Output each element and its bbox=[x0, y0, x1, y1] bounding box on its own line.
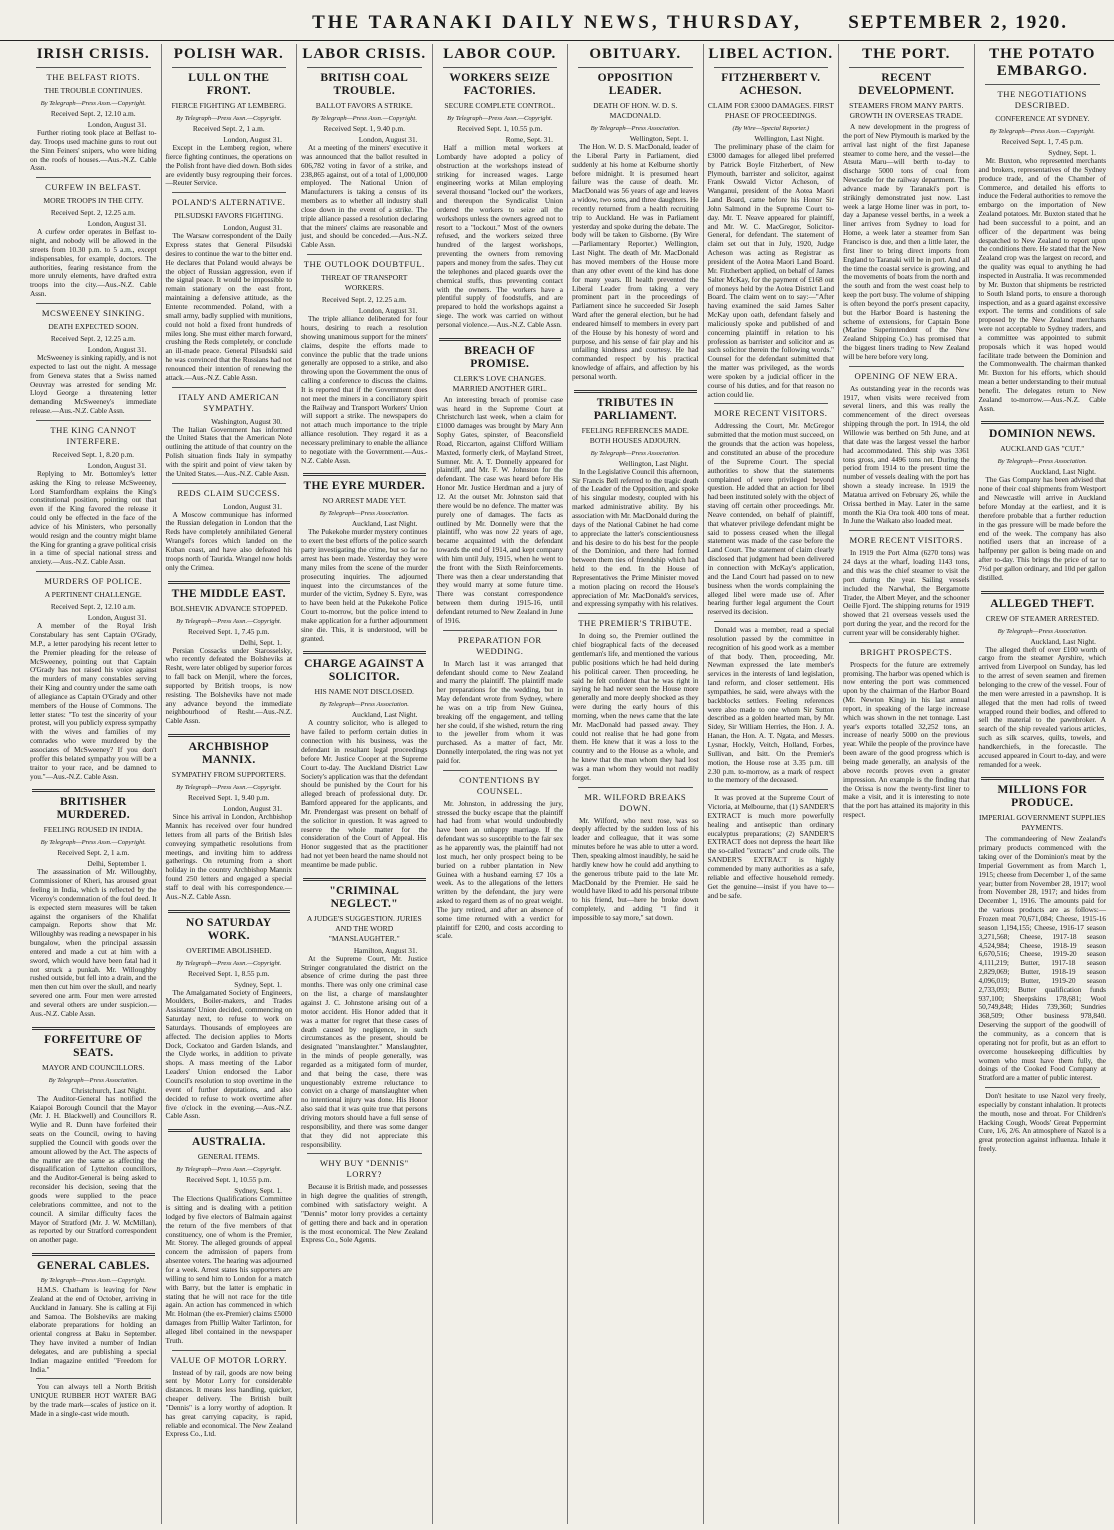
story-headline: THE OUTLOOK DOUBTFUL. bbox=[303, 259, 425, 270]
story-body: Mr. Johnston, in addressing the jury, stressed the bucky escape that the plaintiff had had from what would undoubtedly have been an unhappy marriage. If the defendant was so susceptible to the fair sex as he apparently was, the plaintiff had not lost much, her only prospect being to be buried on a rubber plantation in New Guinea with a husband earning £7 10s a week. As to the allegations of the letters written by the defendant, the jury were asked to regard them as of no great weight. The jury retired, and after an absence of some time returned with a verdict for plaintiff for £200, and costs according to scale. bbox=[436, 798, 563, 941]
news-story bbox=[437, 770, 564, 942]
story-credit: By Telegraph—Press Assn.—Copyright. bbox=[176, 784, 282, 792]
story-headline: WORKERS SEIZE FACTORIES. bbox=[449, 72, 551, 97]
news-story bbox=[30, 1378, 157, 1418]
story-headline: THE MIDDLE EAST. bbox=[171, 587, 286, 600]
story-subheadline: THE TROUBLE CONTINUES. bbox=[44, 86, 143, 95]
story-subheadline: THREAT OF TRANSPORT WORKERS. bbox=[321, 273, 408, 293]
news-story bbox=[301, 1153, 428, 1245]
story-headline: OPENING OF NEW ERA. bbox=[854, 370, 958, 381]
news-story bbox=[843, 642, 970, 820]
story-subheadline: SYMPATHY FROM SUPPORTERS. bbox=[171, 770, 286, 780]
story-headline: CHARGE AGAINST A SOLICITOR. bbox=[304, 658, 425, 684]
news-story bbox=[708, 72, 835, 399]
news-story bbox=[708, 403, 835, 617]
rule bbox=[443, 630, 558, 631]
story-headline: THE PREMIER'S TRIBUTE. bbox=[578, 618, 693, 629]
rule bbox=[985, 84, 1101, 85]
rule bbox=[36, 303, 151, 304]
story-headline: MORE RECENT VISITORS. bbox=[849, 535, 963, 546]
rule bbox=[849, 530, 964, 531]
news-story bbox=[301, 651, 428, 869]
story-dateline: Wellington, Last Night. bbox=[754, 134, 824, 143]
story-body: It was proved at the Supreme Court of Victoria, at Melbourne, that (1) SANDER'S EXTRACT is much more powerfully healing and antiseptic than ordinary eucalyptus preparations; (2) SANDER'S EXTRACT does not depress the heart like the so-called "extracts" and crude oils. The SANDER'S EXTRACT is highly commended by many authorities as a safe, reliable and effective household remedy. Get the genuine—insist if you have to—and be safe. bbox=[707, 793, 834, 900]
story-credit: By Telegraph—Press Association. bbox=[997, 627, 1087, 635]
story-body: At a meeting of the miners' executive it was announced that the ballot resulted in 606,782 voting in favor of a strike, and 238,865 against, out of a total of 1,000,000 employed. The National Union of Manufacturers is taking a census of its members as to whether all industry shall close down in the event of a strike. The triple alliance passed a resolution declaring that the miners' claims are reasonable and just, and should be conceded.—Aus.-N.Z. Cable Assn. bbox=[301, 143, 428, 250]
rule bbox=[985, 1087, 1101, 1088]
rule bbox=[36, 177, 151, 178]
story-subheadline: FEELING REFERENCES MADE. BOTH HOUSES ADJOURN. bbox=[581, 425, 689, 445]
news-column bbox=[297, 44, 433, 1524]
column-heading: LABOR COUP. bbox=[443, 46, 557, 62]
news-story bbox=[979, 1087, 1107, 1154]
story-subheadline: A JUDGE'S SUGGESTION. JURIES AND THE WORD "MANSLAUGHTER." bbox=[306, 913, 422, 943]
news-story bbox=[572, 72, 699, 382]
story-credit: By Telegraph—Press Assn.—Copyright. bbox=[40, 100, 146, 107]
story-subheadline: AUCKLAND GAS "CUT." bbox=[1000, 444, 1085, 454]
story-headline: THE EYRE MURDER. bbox=[303, 480, 425, 493]
story-subheadline: FIERCE FIGHTING AT LEMBERG. bbox=[171, 101, 287, 110]
story-credit: By Telegraph—Press Assn.—Copyright. bbox=[176, 115, 282, 122]
news-columns bbox=[26, 44, 1110, 1524]
story-body: The Warsaw correspondent of the Daily Express states that General Pilsudski desires to continue the war to the bitter end. He declares that Poland would always be the object of Russian aggression, even if the signal peace. It would be impossible to remain stationary on the east front, maintaining a defensive attitude, as the Entente recommended. Poland, with a small army, badly supplied with munitions, could not hold a fixed front hundreds of miles long. She must either march forward, crushing the Reds completely, or conclude an ill-made peace. General Pilsudski said he was convinced that the Russians had not renounced their intention of renewing the attack.—Aus.-N.Z. Cable Assn. bbox=[165, 231, 292, 382]
story-headline: BRITISH COAL TROUBLE. bbox=[320, 72, 409, 97]
story-body: The Pukekohe murder mystery continues to exert the best efforts of the police search party investigating the crime, but so far no arrest has been made. Yesterday they were many miles from the scene of the murder prosecuting inquiries. The adjourned inquest into the circumstances of the murder of the victim, Sydney S. Eyre, was to have been held at the Pukekohe Police Court to-morrow, but the police intend to make application for a further adjournment sine die. This, it is understood, will be granted. bbox=[301, 527, 428, 643]
rule bbox=[172, 67, 287, 68]
story-body: The Gas Company has been advised that none of their coal shipments from Westport and Newcastle will arrive in Auckland before Monday at the earliest, and it is therefore probable that a further reduction in the gas pressure will be made before the end of the week. The company has also notified users that an increase of a halfpenny per gallon is being made on and after to-day. This brings the price of tar to 7½d per gallon ordinary, and 10d per gallon distilled. bbox=[978, 475, 1106, 582]
rule bbox=[36, 571, 151, 572]
story-dateline: Wellington, Last Night. bbox=[618, 458, 689, 468]
story-headline: WHY BUY "DENNIS" LORRY? bbox=[319, 1158, 409, 1180]
story-headline: TRIBUTES IN PARLIAMENT. bbox=[593, 396, 677, 422]
news-story bbox=[301, 878, 428, 1150]
story-body: A curfew order operates in Belfast to-night, and nobody will be allowed in the streets from 10.30 p.m. to 5 a.m., except indispensables, for example, doctors. The authorities, fearing resistance from the more unruly elements, have drafted extra troops into the city.—Aus.-N.Z. Cable Assn. bbox=[30, 227, 157, 299]
story-headline: FORFEITURE OF SEATS. bbox=[44, 1033, 143, 1059]
story-headline: THE BELFAST RIOTS. bbox=[46, 72, 140, 82]
story-headline: THE KING CANNOT INTERFERE. bbox=[50, 424, 137, 446]
news-story bbox=[979, 591, 1107, 770]
story-headline: MR. WILFORD BREAKS DOWN. bbox=[584, 791, 687, 813]
story-dateline: London, August 31. bbox=[87, 460, 147, 470]
news-story bbox=[301, 254, 428, 465]
news-story bbox=[166, 1129, 293, 1345]
news-story bbox=[437, 72, 564, 330]
news-story bbox=[437, 338, 564, 626]
news-story bbox=[843, 366, 970, 527]
story-subheadline: BOLSHEVIK ADVANCE STOPPED. bbox=[170, 603, 288, 613]
news-story bbox=[708, 621, 835, 785]
double-rule bbox=[32, 1027, 155, 1030]
story-subheadline: IMPERIAL GOVERNMENT SUPPLIES PAYMENTS. bbox=[978, 813, 1106, 833]
column-heading: LABOR CRISIS. bbox=[302, 46, 427, 62]
news-story bbox=[979, 89, 1107, 413]
story-credit: By Telegraph—Press Assn.—Copyright. bbox=[311, 115, 417, 122]
story-credit: By Telegraph—Press Assn.—Copyright. bbox=[176, 1166, 282, 1174]
story-body: A country solicitor, who is alleged to have failed to perform certain duties in connection with his business, was the defendant in resultant legal proceedings before Mr. Justice Cooper at the Supreme Court to-day. The Auckland District Law Society's application was that the defendant should be punished by the Court for his alleged breach of professional duty. Dr. Bamford appeared for the applicants, and Mr. Prendergast was present on behalf of the solicitor in question. It was agreed to reserve the whole matter for the consideration of the Court of Appeal. His Honor suggested that as the practitioner had not yet been heard the name should not meantime be made public. bbox=[301, 718, 428, 869]
double-rule bbox=[439, 338, 562, 341]
story-subheadline: GENERAL ITEMS. bbox=[197, 1152, 260, 1162]
story-body: At the Supreme Court, Mr. Justice Stringer congratulated the district on the absence of crime during the past three months. There was only one criminal case on the list, a charge of manslaughter against J. C. Johnstone arising out of a motor accident. His Honor added that it was a matter for regret that these cases of death caused by negligence, in such circumstances as the present, should be designated "manslaughter." Manslaughter, in the minds of people generally, was regarded as a mitigated form of murder, and that being the case, there was unquestionably extreme reluctance to convict on a charge of manslaughter when no intentional injury was done. His Honor also said that it was quite true that persons driving motors should have a full sense of responsibility, and there was some danger that they did not appreciate this responsibility. bbox=[301, 953, 428, 1149]
story-dateline: Rome, Sept. 31. bbox=[505, 135, 553, 144]
story-body: Half a million metal workers at Lombardy have adopted a policy of obstruction at the workshops instead of striking for increased wages. Large engineering works at Milan employing several thousand "locked out" the workers, and thereupon the Syndicalist Union ordered the workers to seize all the workshops unless the owners agreed not to resort to a "lockout." Most of the owners refused, and the workers seized three hundred of the largest workshops, preventing the owners from removing papers and money from the safes. They cut the telephones and placed guards over the chemical stuffs, thus preventing contact with the owners. The workers have a plentiful supply of foodstuffs, and are prepared to hold the workshops against a siege. The work was carried on without personal violence.—Aus.-N.Z. Cable Assn. bbox=[436, 143, 563, 329]
masthead-date: SEPTEMBER 2, 1920. bbox=[848, 12, 1068, 33]
story-dateline: Auckland, Last Night. bbox=[1030, 467, 1096, 477]
news-story bbox=[301, 72, 428, 250]
story-dateline: Auckland, Last Night. bbox=[351, 519, 418, 529]
story-credit: By Telegraph—Press Association. bbox=[319, 701, 409, 709]
double-rule bbox=[168, 734, 291, 737]
news-story bbox=[30, 571, 157, 781]
story-body: The Elections Qualifications Committee is sitting and is dealing with a petition lodged by five electors of Balmain against the return of the five members of that constituency, one of whom is the Premier, Mr. Storey. The alleged grounds of appeal concern the admission of papers from absentee voters. The hearing was adjourned for a week. Arrest states his supporters are willing to send him to London for a match with Barry, but the latter is emphatic in stating that he will not race for the title again. An action has commenced in which Mr. Holman (the ex-Premier) claims £5000 damages from Phillip Walter Tarlinton, for alleged libel contained in the newspaper Truth. bbox=[165, 1194, 292, 1345]
story-body: The preliminary phase of the claim for £3000 damages for alleged libel preferred by Patrick Boyle Fitzherbert, of New Plymouth, barrister and solicitor, against Frank Oswald Victor Acheson, of Wanganui, president of the Aotea Maori Land Board, came before his Honor Sir John Salmond in the Supreme Court to-day. Mr. T. Neave appeared for plaintiff, and Mr. W. C. MacGregor, Solicitor-General, for defendant. The statement of claim set out that in July, 1920, Judge Acheson was acting as Registrar as president of the Aotea Maori Land Board. Mr. Fitzherbert applied, on behalf of James Salter McKay, for the payment of £168 out of moneys held by the Aotea District Land Board. The claim went on to say:—"After having examined the said James Salter McKay upon oath, defendant falsely and maliciously spoke and published of and concerning plaintiff in relation to his profession as barrister and solicitor and as such solicitor therein the following words." Counsel for the defendant submitted that the matter was privileged, as the words were spoken by a judicial officer in the course of his duties, and for that reason no action could lie. bbox=[707, 142, 834, 399]
news-column bbox=[975, 44, 1111, 1524]
story-body: In 1919 the Port Alma (6270 tons) was 24 days at the wharf, loading 1143 tons, and this was the chief steamer to visit the port during the year. Sailing vessels included the Narwhal, the Bergamotte Trader, the Albert Meyer, and the schooner Oeille Fjord. The shipping returns for 1919 showed that 21 overseas vessels used the port during the year, and the record for the current year will be considerably higher. bbox=[843, 548, 970, 637]
rule bbox=[714, 403, 829, 404]
story-received: Received Sept. 1, 10.55 p.m. bbox=[186, 1175, 272, 1185]
story-subheadline: SECURE COMPLETE CONTROL. bbox=[444, 101, 556, 110]
story-credit: By Telegraph—Press Assn.—Copyright. bbox=[40, 839, 146, 847]
story-body: A member of the Royal Irish Constabulary has sent Captain O'Grady, M.P., a letter parodying his recent letter to the Premier pleading for the release of McSweeney, pointing out that Captain O'Grady has not raised his voice against the murders of many constables serving their King and country under the same oath of allegiance as Captain O'Grady and other members of the House of Commons. The letter states: "To test the sincerity of your protest, will you publicly express sympathy with the wives and families of my comrades who were murdered by the associates of McSweeney? If you don't proffer this belated sympathy you will be a traitor to your race, and be damned to you."—Aus.-N.Z. Cable Assn. bbox=[30, 621, 157, 781]
story-headline: VALUE OF MOTOR LORRY. bbox=[170, 1354, 287, 1365]
story-headline: MILLIONS FOR PRODUCE. bbox=[997, 784, 1088, 810]
story-body: Mr. Buxton, who represented merchants and brokers, representatives of the Sydney produce trade, and of the Chamber of Commerce, and detailed his efforts to induce the Federal authorities to remove the embargo on the importation of New Zealand potatoes. Mr. Buxton stated that he had been successful to a point, and an officer of the department was being despatched to New Zealand to report upon the conditions there. He stated that the New Zealand crop was the largest on record, and the quality was equal to anything he had inspected in Australia. It was recommended by Mr. Buxton that shipments be restricted to South Island ports, to ensure a thorough inspection, and as a guard against excessive export. The terms and conditions of sale proposed by the New Zealand merchants were not acceptable to Sydney traders, and a committee was appointed to submit proposals which it was hoped would facilitate trade between the Dominion and the Commonwealth. The chairman thanked Mr. Buxton for his efforts, which should mean a better understanding to their mutual benefit. The delegates return to New Zealand to-morrow.—Aus.-N.Z. Cable Assn. bbox=[978, 156, 1106, 413]
story-body: McSweeney is sinking rapidly, and is not expected to last out the night. A message from Geneva states that a Swiss named Oeuvray was arrested for sending Mr. Lloyd George a threatening letter demanding McSweeney's immediate release.—Aus.-N.Z. Cable Assn. bbox=[30, 352, 157, 416]
story-subheadline: CREW OF STEAMER ARRESTED. bbox=[985, 613, 1099, 623]
story-dateline: Auckland, Last Night. bbox=[1030, 636, 1096, 646]
rule bbox=[172, 483, 287, 484]
news-story bbox=[843, 530, 970, 637]
story-body: Donald was a member, read a special resolution passed by the committee in recognition of his good work as a member of that body. Then, proceeding, Mr. Newman expressed the late member's services in the interests of land legislation, land reform, and closer settlement. His sympathies, he said, were always with the backblocks settlers. Feeling references were also made to one whom Sir Sutton described as a golden hearted man, by Mr. Sidey, Sir William Herries, the Hon. J. A. Hanan, the Hon. A. T. Ngata, and Messrs. Lysnar, Hockly, Veitch, Holland, Forbes, Sullivan, and Isitt. On the Premier's motion, the House rose at 3.35 p.m. till 2.30 p.m. to-morrow, as a mark of respect to the memory of the deceased. bbox=[707, 625, 834, 785]
news-story bbox=[30, 789, 157, 1018]
story-headline: BRIGHT PROSPECTS. bbox=[860, 646, 953, 657]
rule bbox=[172, 387, 287, 388]
story-dateline: London, August 31. bbox=[87, 613, 147, 623]
rule bbox=[36, 1378, 151, 1379]
story-received: Received Sept. 1, 9.40 p.m. bbox=[323, 124, 405, 133]
rule bbox=[36, 420, 151, 421]
news-column bbox=[704, 44, 840, 1524]
news-story bbox=[437, 630, 564, 766]
double-rule bbox=[574, 390, 697, 393]
story-dateline: London, August 31. bbox=[358, 135, 418, 144]
news-story bbox=[166, 387, 293, 479]
story-subheadline: MAYOR AND COUNCILLORS. bbox=[42, 1062, 145, 1072]
story-body: The alleged theft of over £100 worth of cargo from the steamer Ayrshire, which arrived from Liverpool on Sunday, has led to the arrest of seven seamen and firemen belonging to the crew of the vessel. Four of the men were arrested in a pawnshop. It is alleged that the men had rolls of tweed wrapped round their bodies, and offered to sell the material to the pawnbroker. A search of the ship revealed various articles, such as silk scarves, quilts, towels, and handkerchiefs, in the forecastle. The accused appeared in Court to-day, and were remanded for a week. bbox=[978, 644, 1106, 769]
news-story bbox=[979, 777, 1107, 1083]
rule bbox=[849, 67, 964, 68]
news-column bbox=[839, 44, 975, 1524]
news-story bbox=[30, 177, 157, 299]
column-heading: IRISH CRISIS. bbox=[36, 46, 150, 62]
story-headline: REDS CLAIM SUCCESS. bbox=[177, 487, 281, 498]
column-heading: LIBEL ACTION. bbox=[708, 46, 834, 62]
story-body: H.M.S. Chatham is leaving for New Zealand at the end of October, arriving in Auckland in January. She is calling at Fiji and Samoa. The Bolsheviks are making elaborate preparations for holding an oriental congress at Baku in September. They have invited a number of Indian delegates, and are publishing a special Indian magazine entitled "Freedom for India." bbox=[30, 1285, 157, 1374]
rule bbox=[849, 366, 964, 367]
story-received: Received Sept. 2, 12.25 a.m. bbox=[50, 208, 136, 218]
news-story bbox=[166, 192, 293, 382]
story-headline: ITALY AND AMERICAN SYMPATHY. bbox=[178, 391, 280, 413]
story-dateline: London, August 31. bbox=[223, 135, 282, 144]
story-body: You can always tell a North British UNIQUE RUBBER HOT WATER BAG by the trade mark—scales of justice on it. Made in a single-cast wide mouth. bbox=[30, 1382, 157, 1418]
story-body: In the Legislative Council this afternoon, Sir Francis Bell referred to the tragic death of the Leader of the Opposition, and spoke of his singular modesty, coupled with his marked administrative ability. By his association with Mr. MacDonald during the days of the National Cabinet he had come to appreciate the latter's conscientiousness and his desire to do his best for the people of the Dominion, and there had formed between them ties of friendship which had held to the end. In the House of Representatives the Prime Minister moved a motion placing on record the House's appreciation of Mr. MacDonald's services, and expressing sympathy with his relatives. bbox=[572, 466, 699, 609]
double-rule bbox=[168, 581, 291, 584]
news-story bbox=[30, 303, 157, 416]
story-credit: By Telegraph—Press Assn.—Copyright. bbox=[40, 1277, 146, 1285]
story-subheadline: OVERTIME ABOLISHED. bbox=[186, 945, 272, 955]
story-headline: CONTENTIONS BY COUNSEL. bbox=[459, 774, 541, 796]
story-dateline: Hamilton, August 31. bbox=[353, 945, 418, 955]
news-story bbox=[166, 1350, 293, 1440]
story-credit: By Telegraph—Press Assn.—Copyright. bbox=[176, 617, 282, 625]
story-body: As outstanding year in the records was 1917, when visits were received from several liners, and this was really the commencement of the direct overseas shipping through the port. In 1914, the old Willowie was berthed on 5th June, and at that date was the largest vessel the harbor had accommodated. This ship was 3361 tons gross, and 4496 tons net. During the period from 1914 to the present time the number of vessels dealing with the port has shown a steady increase. In 1919 the Matatua arrived on February 26, while the Orissa berthed in May. Later in the same month the Kia Ora took 400 tons of meat. In June the Waikato also loaded meat. bbox=[843, 383, 970, 526]
story-headline: PREPARATION FOR WEDDING. bbox=[457, 634, 542, 656]
story-received: Received Sept. 1, 8.55 p.m. bbox=[188, 968, 270, 978]
news-story bbox=[30, 72, 157, 173]
story-body: The Auditor-General has notified the Kaiapoi Borough Council that the Mayor (Mr. J. H. Blackwell) and Councillors R. Wylie and R. Dunn have forfeited their seats on the Council, owing to having supplied the Council with goods over the amount allowed by the Act. The aspects of the matter are the same as affecting the disqualification of Lyttelton councillors, and the Auditor-General is being asked to reconsider his decision, seeing that the goods were supplied to the peace celebrations committee, and not to the council. A similar difficulty faces the Mayor of Stratford (Mr. J. W. McMillan), as reported by our Stratford correspondent on another page. bbox=[30, 1093, 157, 1245]
story-headline: DOMINION NEWS. bbox=[989, 428, 1096, 441]
news-column bbox=[433, 44, 569, 1524]
rule bbox=[307, 254, 422, 255]
story-received: Received Sept. 1, 9.40 p.m. bbox=[188, 793, 270, 803]
double-rule bbox=[32, 1253, 155, 1256]
double-rule bbox=[303, 473, 426, 476]
story-dateline: Wellington, Sept. 1. bbox=[629, 134, 689, 143]
story-received: Received Sept. 1, 8.20 p.m. bbox=[52, 449, 134, 459]
story-headline: BREACH OF PROMISE. bbox=[464, 344, 536, 370]
news-story bbox=[708, 789, 835, 900]
story-body: Except in the Lemberg region, where fierce fighting continues, the operations on the Polish front have died down. Both sides are evidently busy regrouping their forces.—Reuter Service. bbox=[165, 143, 292, 188]
story-headline: ALLEGED THEFT. bbox=[990, 597, 1095, 610]
story-received: Received Sept. 2, 12.10 a.m. bbox=[50, 602, 136, 612]
story-headline: GENERAL CABLES. bbox=[36, 1260, 150, 1273]
story-headline: CURFEW IN BELFAST. bbox=[45, 182, 142, 193]
story-received: Received Sept. 1, 7.45 p.m. bbox=[188, 626, 270, 636]
story-credit: By Telegraph—Press Association. bbox=[590, 125, 680, 132]
rule bbox=[307, 67, 422, 68]
double-rule bbox=[303, 651, 426, 654]
masthead bbox=[0, 0, 1114, 41]
story-dateline: London, August 31. bbox=[223, 223, 282, 233]
story-body: Since his arrival in London, Archbishop Mannix has received over four hundred letters from all parts of the British Isles conveying sympathetic resolutions from meetings, and inviting him to address gatherings. On returning from a short holiday in the country Archbishop Mannix found 250 letters and engaged a special staff to deal with his correspondence.—Aus.-N.Z. Cable Assn. bbox=[165, 812, 292, 901]
news-column bbox=[162, 44, 298, 1524]
story-headline: FITZHERBERT V. ACHESON. bbox=[721, 72, 821, 97]
story-subheadline: A PERTINENT CHALLENGE. bbox=[44, 590, 142, 600]
double-rule bbox=[168, 910, 291, 913]
rule bbox=[307, 1153, 422, 1154]
news-story bbox=[301, 473, 428, 643]
story-headline: OPPOSITION LEADER. bbox=[597, 72, 673, 97]
story-subheadline: MORE TROOPS IN THE CITY. bbox=[43, 196, 144, 206]
story-dateline: Delhi, September 1. bbox=[87, 859, 147, 869]
story-received: Received Sept. 2, 12.25 a.m. bbox=[321, 295, 407, 305]
rule bbox=[172, 1350, 287, 1351]
story-received: Received Sept. 2, 1 a.m. bbox=[192, 124, 265, 133]
double-rule bbox=[303, 878, 426, 881]
story-body: Instead of by rail, goods are now being sent by Motor Lorry for considerable distances. It means less handling, quicker, cheaper delivery. The British built "Dennis" is a lorry worthy of adoption. It has great carrying capacity, is rapid, reliable and economical. The New Zealand Express Co., Ltd. bbox=[165, 1367, 292, 1439]
story-body: Replying to Mr. Bottomley's letter asking the King to release McSweeney, Lord Stamfordham explains the King's constitutional position, pointing out that even if the King favored the release it could only be effected in the face of the advice of his Ministers, who personally would resign and the country might blame the King for granting a grave political crisis in a time of special national stress and anxiety.—Aus.-N.Z. Cable Assn. bbox=[30, 468, 157, 567]
story-body: Further rioting took place at Belfast to-day. Troops used machine guns to rout out the Sinn Feiners' snipers, who were hiding on the roofs of houses.—Aus.-N.Z. Cable Assn. bbox=[30, 128, 157, 173]
column-heading: THE PORT. bbox=[862, 46, 951, 62]
story-received: Received Sept. 2, 12.25 a.m. bbox=[50, 333, 136, 343]
news-story bbox=[572, 787, 699, 923]
story-body: Mr. Wilford, who next rose, was so deeply affected by the sudden loss of his leader and colleague, that it was some minutes before he was able to utter a word. Then, speaking almost inaudibly, he said he hardly knew how he could add anything to the generous tribute paid to the late Mr. MacDonald by the Premier. He said he would have liked to add his personal tribute to his friend, but—here he broke down completely, and adding "I find it impossible to say more," sat down. bbox=[572, 815, 699, 922]
story-dateline: Sydney, Sept. 1. bbox=[234, 1186, 282, 1196]
story-subheadline: CLERK'S LOVE CHANGES. MARRIED ANOTHER GIRL. bbox=[452, 373, 547, 393]
story-dateline: London, August 31. bbox=[223, 804, 282, 814]
story-subheadline: NO ARREST MADE YET. bbox=[322, 496, 406, 506]
story-body: Addressing the Court, Mr. McGregor submitted that the motion must succeed, on the grounds that the action was hopeless, and constituted an abuse of the procedure of the Supreme Court. The special authorities to show that the statements complained of were privileged beyond question. He added that an action for libel had been instituted solely with the object of staving off certain other proceedings. Mr. Neave contended, on behalf of plaintiff, that whatever privilege defendant might be said to possess ceased when the illegal statement was made of the case before the Land Court. The statement of claim clearly disclosed that judgment had been delivered in connection with McKay's application, and the Land Court had passed on to new business when the words complaining the alleged libel were made use of. After hearing further legal argument the Court reserved its decision. bbox=[707, 421, 834, 617]
story-body: In doing so, the Premier outlined the chief biographical facts of the deceased gentleman's life, and mentioned the various public positions which he had held during his political career. Then proceeding, he said he felt confident that he was right in saying he had never seen the House more generally and more deeply shocked as they were during the early hours of this morning, when the news came that the late Mr. MacDonald had passed away. They could not realise that he had gone from them. He knew that it was a loss to the country and to the House as a whole, and he knew that the man whom they had lost was a man whom they would not readily forget. bbox=[572, 631, 699, 782]
column-heading: OBITUARY. bbox=[589, 46, 682, 62]
rule bbox=[578, 787, 693, 788]
story-credit: By Telegraph—Press Association. bbox=[590, 449, 680, 457]
story-body: Don't hesitate to use Nazol very freely, especially by constant inhalation. It protects the mouth, nose and throat. For Children's Hacking Cough, Woods' Great Peppermint Cure, 1/6, 2/6. An atmosphere of Nazol is a great protection against influenza. Inhale it freely. bbox=[978, 1091, 1106, 1154]
story-body: Prospects for the future are extremely promising. The harbor was opened which is now entering the port was commenced upon by the chairman of the Harbor Board (Mr. Newton King) in his last annual report, in speaking of the large increase which was shown in the net tonnage. Last year's exports totalled 32,252 tons, an increase of nearly 5000 on the previous year. While the people of the province have been aware of the good progress which is being made generally, an analysis of the above records proves even a greater impression. An example is the finding that the Orissa is now the twenty-first liner to make a visit, and it is interesting to note that the port has attained its majority in this respect. bbox=[843, 659, 970, 820]
news-story bbox=[30, 420, 157, 567]
story-body: The assassination of Mr. Willoughby, Commissioner of Kheri, has aroused great feeling in India, which is reflected by the Viceroy's condemnation of the foul deed. It is expected stern measures will be taken against the organisers of the Khalifat campaign. Reports show that Mr. Willoughby was reading a newspaper in his bungalow, when the principal assassin entered and made a cut at him with a sword, which would have been fatal had it not struck a punkah. Mr. Willoughby rushed outside, but fell into a drain, and the men then cut him over the skull, and nearly severed one arm. Four men were arrested and several others are under suspicion.—Aus.-N.Z. Cable Assn. bbox=[30, 867, 157, 1018]
masthead-title: THE TARANAKI DAILY NEWS, THURSDAY, bbox=[312, 12, 802, 33]
story-headline: RECENT DEVELOPMENT. bbox=[858, 72, 955, 97]
story-received: Received Sept. 1, 7.45 p.m. bbox=[1001, 137, 1083, 146]
news-story bbox=[166, 72, 293, 188]
story-credit: (By Wire—Special Reporter.) bbox=[732, 125, 809, 132]
story-body: A Moscow communique has informed the Russian delegation in London that the Reds have completely annihilated General Wrangel's forces which landed on the Kuban coast, and have also defeated his troops north of Taurida. Wrangel now holds only the Crimea. bbox=[165, 509, 292, 572]
story-credit: By Telegraph—Press Assn.—Copyright. bbox=[176, 959, 282, 967]
rule bbox=[443, 770, 558, 771]
story-headline: ARCHBISHOP MANNIX. bbox=[188, 741, 269, 767]
story-headline: MURDERS OF POLICE. bbox=[44, 576, 143, 587]
rule bbox=[172, 192, 287, 193]
column-heading: THE POTATO EMBARGO. bbox=[989, 46, 1096, 79]
story-credit: By Telegraph—Press Assn.—Copyright. bbox=[989, 128, 1095, 135]
news-story bbox=[572, 613, 699, 782]
news-column bbox=[568, 44, 704, 1524]
story-subheadline: HIS NAME NOT DISCLOSED. bbox=[314, 687, 414, 697]
story-received: Received Sept. 2, 1 a.m. bbox=[57, 848, 130, 858]
double-rule bbox=[981, 421, 1105, 424]
double-rule bbox=[981, 777, 1105, 780]
double-rule bbox=[981, 591, 1105, 594]
news-story bbox=[166, 910, 293, 1122]
rule bbox=[36, 67, 151, 68]
story-subheadline: CONFERENCE AT SYDNEY. bbox=[995, 114, 1090, 123]
double-rule bbox=[168, 1129, 291, 1132]
rule bbox=[714, 789, 829, 790]
news-column bbox=[26, 44, 162, 1524]
story-subheadline: BALLOT FAVORS A STRIKE. bbox=[315, 101, 413, 110]
story-subheadline: STEAMERS FROM MANY PARTS. GROWTH IN OVERSEAS TRADE. bbox=[849, 101, 964, 120]
story-subheadline: DEATH OF HON. W. D. S. MACDONALD. bbox=[593, 101, 678, 120]
story-dateline: London, August 31. bbox=[223, 501, 282, 511]
story-credit: By Telegraph—Press Association. bbox=[48, 1076, 138, 1084]
story-subheadline: DEATH EXPECTED SOON. bbox=[48, 321, 139, 331]
story-body: A new development in the progress of the port of New Plymouth is marked by the arrival last night of the first Japanese steamer to come here, and the vessel—the Atsuta Maru—will berth to-day to discharge 5000 tons of coal from Newcastle for the railway department. The advance made by Taranaki's port is strikingly demonstrated just now. Last week a large Home liner was in port, to-day a Japanese vessel berths, in a week a liner arrives from Sydney to load for Home, a week later a steamer from San Francisco is due, and then a little later, the first liner to bring direct imports from England to Taranaki will be in port. And all the time the coastal service is growing, and the movements of boats from the north and the south and from the west coast help to keep the port busy. The volume of shipping is often beyond the port's present capacity, but the Harbor Board is hastening the scheme of extensions, for Captain Bone (Marine Superintendent of the New Zealand Shipping Co.) has promised that the biggest liners trading to New Zealand will be here before very long. bbox=[843, 122, 970, 361]
rule bbox=[443, 67, 558, 68]
story-headline: LULL ON THE FRONT. bbox=[188, 72, 270, 97]
story-subheadline: CLAIM FOR £3000 DAMAGES. FIRST PHASE OF PROCEEDINGS. bbox=[707, 101, 834, 120]
news-story bbox=[166, 734, 293, 901]
news-story bbox=[166, 483, 293, 573]
story-subheadline: PILSUDSKI FAVORS FIGHTING. bbox=[174, 211, 284, 221]
story-dateline: London, August 31. bbox=[87, 344, 147, 354]
story-dateline: Washington, August 30. bbox=[211, 416, 282, 426]
news-story bbox=[30, 1027, 157, 1245]
story-body: The triple alliance deliberated for four hours, desiring to reach a resolution showing unanimous support for the miners' claims, despite the efforts made to convince the public that the trade unions generally are opposed to a strike, and also throwing upon the Government the onus of calling a conference to discuss the claims. It is reported that if the Government does not meet the miners in a conciliatory spirit the Railway and Transport Workers' Union will support a strike. The newspapers do not attach much importance to the triple alliance resolution. They regard it as a necessary preliminary to enable the alliance to negotiate with the Government.—Aus.-N.Z. Cable Assn. bbox=[301, 314, 428, 465]
story-dateline: Auckland, Last Night. bbox=[351, 710, 418, 720]
story-dateline: London, August 31. bbox=[87, 219, 147, 229]
story-dateline: Sydney, Sept. 1. bbox=[234, 979, 282, 989]
story-headline: THE NEGOTIATIONS DESCRIBED. bbox=[997, 89, 1087, 110]
rule bbox=[578, 67, 693, 68]
story-headline: POLAND'S ALTERNATIVE. bbox=[172, 197, 286, 208]
news-story bbox=[166, 581, 293, 727]
story-dateline: Delhi, Sept. 1. bbox=[239, 637, 282, 647]
story-headline: NO SATURDAY WORK. bbox=[186, 916, 272, 942]
story-dateline: London, August 31. bbox=[87, 120, 147, 129]
story-body: The Italian Government has informed the United States that the American Note outlining the attitude of that country on the Polish situation finds Italy in sympathy with the spirit and point of view taken by the United States.—Aus.-N.Z. Cable Assn. bbox=[165, 424, 292, 478]
story-received: Received Sept. 1, 10.55 p.m. bbox=[457, 124, 543, 133]
story-dateline: London, August 31. bbox=[358, 306, 418, 316]
story-body: In March last it was arranged that defendant should come to New Zealand and marry the plaintiff. The plaintiff made her preparations for the wedding, but in May defendant wrote from Sydney, where he was on a trip from New Guinea, breaking off the engagement, and telling her she could, if she wished, return the ring to the jeweller from whom it was purchased. As a matter of fact, Mr. Donnelly interpolated, the ring was not yet paid for. bbox=[436, 658, 563, 765]
story-body: The Amalgamated Society of Engineers, Moulders, Boiler-makers, and Trades Assistants' Union decided, commencing on Saturday next, to refuse to work on Saturdays. Thousands of employees are affected. The decision applies to Morts Dock, Cockatoo and Garden Islands, and the Clyde works, in addition to private shops. A mass meeting of the Labor Leaders' Union endorsed the Labor Council's resolution to stop overtime in the event of further deputations, and also decided to refuse to work overtime after five o'clock in the evening.—Aus.-N.Z. Cable Assn. bbox=[165, 987, 292, 1121]
story-headline: MCSWEENEY SINKING. bbox=[41, 307, 145, 318]
story-headline: MORE RECENT VISITORS. bbox=[714, 408, 828, 419]
story-body: An interesting breach of promise case was heard in the Supreme Court at Christchurch last week, when a claim for £1000 damages was brought by Mary Ann Sophy Gates, spinster, of Beaconsfield Road, Riccarton, against Clifford William Maxted, formerly clerk, of Mayland Street, Sumner. Mr. A. T. Donnelly appeared for plaintiff, and Mr. F. W. Johnston for the defendant. The case was heard before His Honor Mr. Justice Herdman and a jury of 12. At the outset Mr. Johnston said that there would be no defence. The matter was purely one of damages. The facts as outlined by Mr. Donnelly were that the plaintiff, who was now 22 years of age, became acquainted with the defendant towards the end of 1914, and kept company with him until July, 1915, when he went to the front with the Sixth Reinforcements. There was then a clear understanding that they would marry at some future time. There was constant correspondence between them during 1915-16, until defendant returned to New Zealand in June of 1916. bbox=[436, 394, 563, 625]
story-headline: "CRIMINAL NEGLECT." bbox=[329, 884, 400, 910]
story-dateline: Sydney, Sept. 1. bbox=[1048, 148, 1096, 157]
news-story bbox=[843, 72, 970, 362]
column-heading: POLISH WAR. bbox=[173, 46, 284, 62]
story-credit: By Telegraph—Press Association. bbox=[319, 510, 409, 518]
rule bbox=[849, 642, 964, 643]
story-body: The commandeering of New Zealand's primary products commenced with the taking over of the Dominion's meat by the Imperial Government as from March 1, 1915; cheese from December 1, of the same year; butter from November 28, 1917; wool from November 28, 1917; and hides from December 1, 1916. The amounts paid for the various products are as follows:— Frozen meat 70,671,084; Cheese, 1915-16 season 1,194,155; Cheese, 1916-17 season 3,271,568; Cheese, 1917-18 season 4,524,984; Cheese, 1918-19 season 6,670,516; Cheese, 1919-20 season 4,111,219; Butter, 1917-18 season 2,829,069; Butter, 1918-19 season 4,096,019; Butter, 1919-20 season 2,733,093; Butter qualification funds 937,100; Sheepskins 178,681; Wool 50,749,848; Hides 739,360; Sundries 368,509; Other business 978,840. Deserving the support of the goodwill of the community, as a concern that is operating not for profit, but as an effort to overcome housekeeping difficulties by women who must have them fully, the doings of the Cooked Food Company at Stratford are a matter of public interest. bbox=[978, 834, 1106, 1083]
story-body: The Hon. W. D. S. MacDonald, leader of the Liberal Party in Parliament, died suddenly at his home at Kelburne shortly before midnight. It is presumed heart failure was the cause of death. Mr. MacDonald was 56 years of age and leaves a widow, two sons, and three daughters. He recently returned from a health recruiting trip to Auckland. He was in Parliament yesterday and spoke during the debate. The body will be taken to Gisborne. (By Wire—Parliamentary Reporter.) Wellington, Last Night. The death of Mr. MacDonald has moved members of the House more than any other event of the kind has done for many years. Ill health prevented the Liberal Leader from taking a very prominent part in the proceedings of Parliament since he succeeded Sir Joseph Ward after the general election, but he had endeared himself to members in every part of the House by his honesty of word and purpose, and his sense of fair play and his unfailing kindness and courtesy. He had commanded respect by his practical knowledge of affairs, and affection by his personal worth. bbox=[572, 142, 699, 381]
story-body: Persian Cossacks under Starosselsky, who recently defeated the Bolsheviks at Resht, were later obliged by superior forces to fall back on Menjil, where the forces, supported by British troops, is now resisting. The Bolsheviks have not made any advance beyond the immediate neighbourhood of Resht.—Aus.-N.Z. Cable Assn. bbox=[165, 645, 292, 726]
rule bbox=[578, 613, 693, 614]
news-story bbox=[30, 1253, 157, 1374]
story-body: Because it is British made, and possesses in high degree the qualities of strength, combined with satisfactory weight. A "Dennis" motor lorry provides a certainty of getting there and back and in operation is the most economical. The New Zealand Express Co., Sole Agents. bbox=[301, 1182, 428, 1245]
story-credit: By Telegraph—Press Assn.—Copyright. bbox=[447, 115, 553, 122]
news-story bbox=[572, 390, 699, 610]
rule bbox=[714, 621, 829, 622]
news-story bbox=[979, 421, 1107, 582]
story-headline: BRITISHER MURDERED. bbox=[56, 796, 130, 822]
story-credit: By Telegraph—Press Association. bbox=[997, 458, 1087, 466]
story-dateline: Christchurch, Last Night. bbox=[71, 1085, 147, 1095]
double-rule bbox=[32, 789, 155, 792]
story-subheadline: FEELING ROUSED IN INDIA. bbox=[43, 825, 143, 835]
rule bbox=[714, 67, 829, 68]
story-received: Received Sept. 2, 12.10 a.m. bbox=[50, 109, 136, 118]
story-headline: AUSTRALIA. bbox=[191, 1136, 266, 1149]
